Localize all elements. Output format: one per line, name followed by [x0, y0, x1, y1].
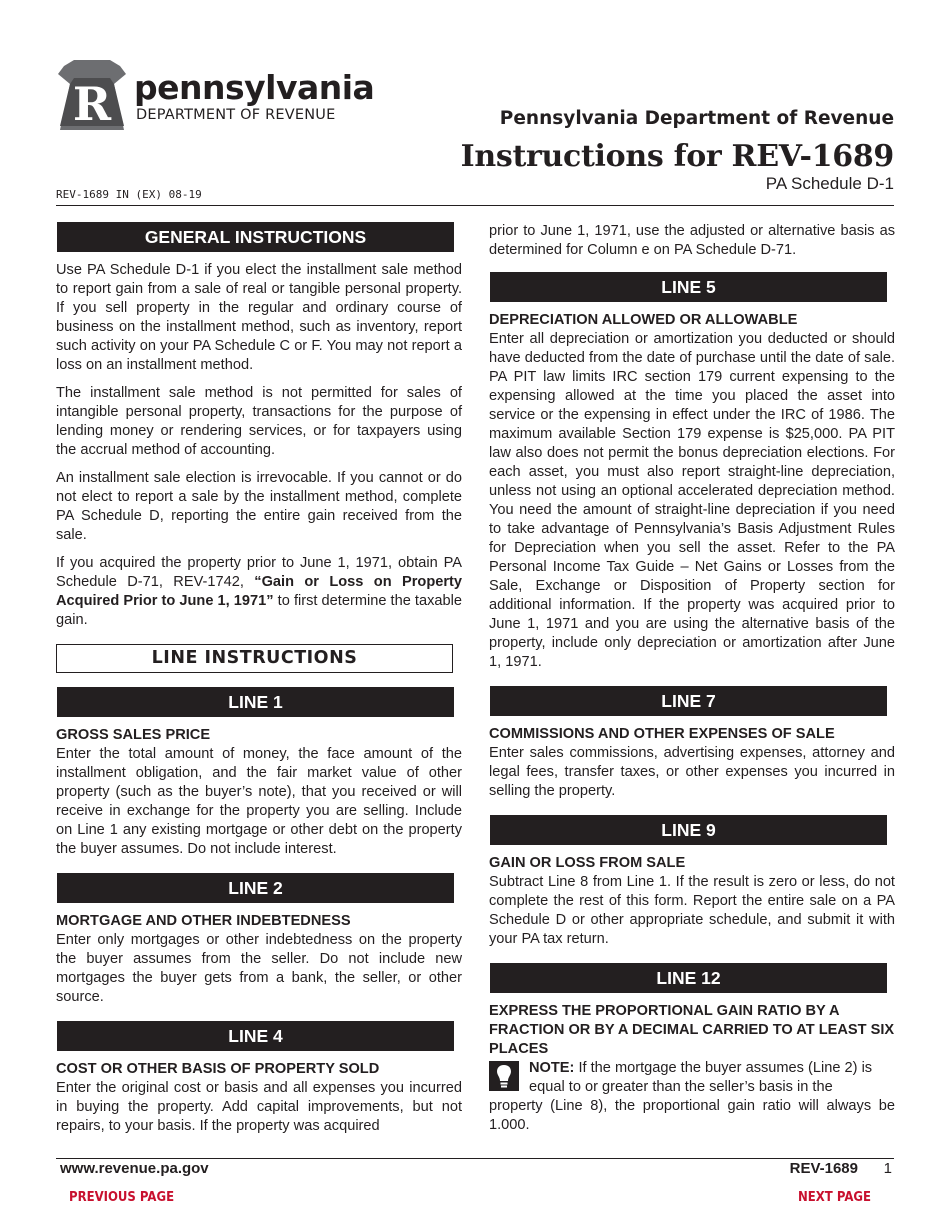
- previous-page-link[interactable]: PREVIOUS PAGE: [69, 1190, 175, 1205]
- form-code: REV-1689 IN (EX) 08-19: [56, 188, 202, 201]
- left-column: [56, 222, 462, 1136]
- line-12-heading: LINE 12: [490, 963, 887, 993]
- line-2-text: Enter only mortgages or other indebtedness on the property the buyer assumes from the seller. Do not include new mortgages the buyer gets from a bank, the seller, or other source.: [56, 932, 462, 1005]
- line-5-heading: LINE 5: [490, 272, 887, 302]
- lightbulb-icon: [489, 1061, 519, 1091]
- header-divider: [56, 205, 894, 206]
- general-instructions-heading: GENERAL INSTRUCTIONS: [57, 222, 454, 252]
- line-5-text: Enter all depreciation or amortization you deducted or should have deducted from the date of purchase until the date of sale. PA PIT law limits IRC section 179 current expensing to the expensing allowed at the time you placed the asset into service or the expensing in effect under the IRC of 1986. The maximum available Section 179 expense is $25,000. PA PIT law also does not permit the bonus depreciation elections. For each asset, you must also report straight-line depreciation, unless not using an optional accelerated depreciation method. You need the amount of straight-line depreciation if you need to take advantage of Pennsylvania’s Basis Adjustment Rules for Depreciation when you sell the asset. Refer to the PA Personal Income Tax Guide – Net Gains or Losses from the Sale, Exchange or Disposition of Property section for additional information. If the property was acquired prior to June 1, 1971 and you are using the alternative basis of the property, include only depreciation or amortization after June 1, 1971.: [489, 331, 895, 670]
- footer-divider: [56, 1158, 894, 1159]
- line-9-subheading: GAIN OR LOSS FROM SALE: [489, 855, 686, 871]
- line-1-subheading: GROSS SALES PRICE: [56, 727, 211, 743]
- line-7-subheading: COMMISSIONS AND OTHER EXPENSES OF SALE: [489, 726, 835, 742]
- line-9-text: Subtract Line 8 from Line 1. If the result is zero or less, do not complete the rest of this form. Report the entire sale on a PA Schedule D or other appropriate schedule, and submit it with your PA tax return.: [489, 874, 895, 947]
- line-7-text: Enter sales commissions, advertising expenses, attorney and legal fees, transfer taxes, or other expenses you incurred in selling the property.: [489, 745, 895, 799]
- next-page-link[interactable]: NEXT PAGE: [798, 1190, 872, 1205]
- note-text-1: If the mortgage the buyer assumes (Line 2) is: [574, 1060, 873, 1076]
- website-url: www.revenue.pa.gov: [60, 1160, 209, 1177]
- line-4-text: Enter the original cost or basis and all expenses you incurred in buying the property. Add capital improvements, but not repairs, to your basis. If the property was acquired: [56, 1080, 462, 1134]
- line-12-subheading: EXPRESS THE PROPORTIONAL GAIN RATIO BY A FRACTION OR BY A DECIMAL CARRIED TO AT LEAST SIX PLACES: [489, 1003, 895, 1057]
- line-4-heading: LINE 4: [57, 1021, 454, 1051]
- general-paragraph-1: Use PA Schedule D-1 if you elect the installment sale method to report gain from a sale of real or tangible personal property. If you sell property in the regular and ordinary course of business on the installment method, such as inventory, report such activity on your PA Schedule C or F. You may not report a loss on an installment method.: [56, 262, 462, 373]
- line-9-heading: LINE 9: [490, 815, 887, 845]
- line-1-text: Enter the total amount of money, the face amount of the installment obligation, and the fair market value of other property (such as the buyer’s note), that you received or will receive in exchange for the property you are selling. Include on Line 1 any existing mortgage or other debt on the property the buyer assumes. Do not include interest.: [56, 746, 462, 857]
- line-instructions-heading: LINE INSTRUCTIONS: [56, 644, 453, 673]
- department-logo: [56, 60, 375, 132]
- line-2-subheading: MORTGAGE AND OTHER INDEBTEDNESS: [56, 913, 351, 929]
- general-paragraph-3: An installment sale election is irrevocable. If you cannot or do not elect to report a sale by the installment method, complete PA Schedule D, reporting the entire gain received from the sale.: [56, 470, 462, 543]
- line-4-continued-text: prior to June 1, 1971, use the adjusted or alternative basis as determined for Column e on PA Schedule D-71.: [489, 223, 895, 258]
- line-1-heading: LINE 1: [57, 687, 454, 717]
- logo-name: pennsylvania: [134, 68, 375, 107]
- department-name: Pennsylvania Department of Revenue: [499, 108, 894, 129]
- logo-department: DEPARTMENT OF REVENUE: [136, 107, 336, 123]
- keystone-logo-icon: [56, 60, 128, 132]
- page-number: 1: [883, 1160, 892, 1177]
- line-5-subheading: DEPRECIATION ALLOWED OR ALLOWABLE: [489, 312, 798, 328]
- note-line-1: [489, 1059, 895, 1078]
- line-7-heading: LINE 7: [490, 686, 887, 716]
- line-12-note: [489, 1059, 895, 1135]
- note-label: NOTE:: [529, 1060, 575, 1076]
- general-p4-form-title: “Gain or Loss on Property Acquired Prior to June 1, 1971”: [56, 574, 463, 609]
- footer-form-number: REV-1689: [789, 1160, 858, 1177]
- general-paragraph-2: The installment sale method is not permitted for sales of intangible personal property, transactions for the purpose of lending money or rendering services, or for taxpayers using the accrual method of accounting.: [56, 385, 462, 458]
- note-line-2: equal to or greater than the seller’s basis in the: [529, 1079, 833, 1095]
- page-title: Instructions for REV-1689: [460, 139, 894, 174]
- general-p4-text-a: If you acquired the property prior to June 1, 1971, obtain PA Schedule D-71, REV-1742,: [56, 555, 462, 590]
- note-text-rest: property (Line 8), the proportional gain ratio will always be 1.000.: [489, 1098, 895, 1133]
- general-paragraph-4: [56, 554, 462, 630]
- right-column: [489, 222, 895, 1135]
- line-4-subheading: COST OR OTHER BASIS OF PROPERTY SOLD: [56, 1061, 380, 1077]
- line-2-heading: LINE 2: [57, 873, 454, 903]
- page-subtitle: PA Schedule D-1: [765, 174, 894, 193]
- general-p4-text-c: to first determine the taxable gain.: [56, 593, 462, 628]
- logo-letter: R: [72, 77, 112, 131]
